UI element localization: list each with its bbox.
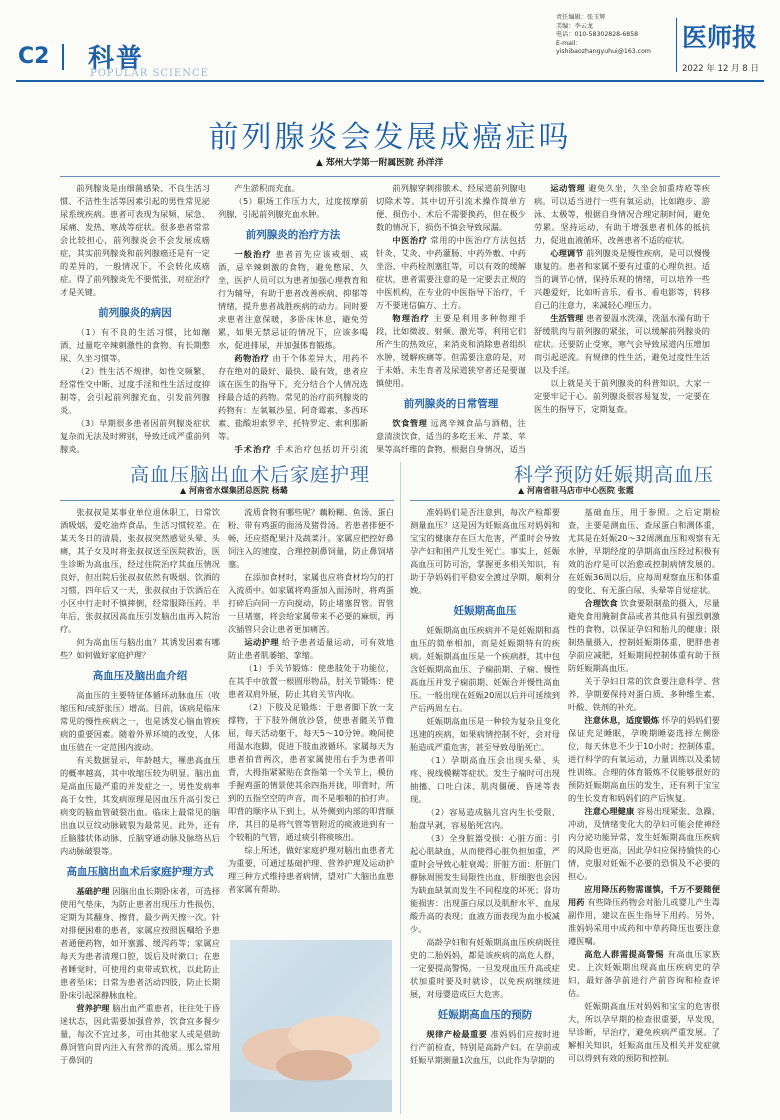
section-title: 科普 bbox=[88, 44, 145, 74]
paragraph bbox=[568, 883, 720, 948]
masthead bbox=[0, 0, 780, 82]
paragraph-lead: 基础护理 bbox=[76, 886, 110, 896]
paragraph-text: 给予患者适量运动，可有效地防止患者肌萎缩、挛缩。 bbox=[228, 637, 394, 660]
paragraph-lead: 规律产检最重要 bbox=[426, 1029, 488, 1039]
paragraph: （2）下肢及足锻炼：于患者脚下放一支撑物，于下肢外侧放沙袋，使患者髋关节微屈，每天活动躯干，每天5～10分钟。晚间使用温水泡脚，促进下肢血液循环。家属每天为患者拍背两次，患者家属使用右手为患者叩背，大拇指紧紧贴在食指第一个关节上，模仿手握鸡蛋的情景使其余四指并拢，叩背时，所到的五指空空的声音，而不是啪啪的拍打声。叩背的顺序从下到上，从外侧到内部的叩背顺序，其目的是将气管等管附近的痰液进到有一个较粗的气管，通过痰引将痰咳出。 bbox=[228, 702, 394, 842]
paragraph: （2）容易造成脑儿宫内生长受限、胎盘早剥，容易胎死宫内。 bbox=[410, 807, 560, 830]
paragraph-text: 因脑出血长期卧床者，可选择使用气垫床，为防止患者出现压力性损伤，定期为其翻身、擦背，最少两天擦一次。针对排便困难的患者，家属应按照医嘱给予患者通便药物，如开塞露、缓泻药等；家属应每天为患者清理口腔，饭后及时漱口；在患者睡觉时，可使用约束带或软枕，以此防止患者坠床；日常为患者活动四肢，防止长期卧床引起深静脉血栓。 bbox=[60, 886, 220, 1000]
paragraph-text: 常用的中医治疗方法包括针灸、艾灸、中药灌肠、中药外敷、中药坐浴、中药栓剂塞肛等，可以有效的缓解症状，患者需要注意的是一定要去正规的中医机构，在专业的中医指导下治疗，千万不要迷信偏方、土方。 bbox=[376, 235, 526, 310]
paragraph-lead: 饮食管理 bbox=[392, 418, 428, 428]
paragraph-text: 患者要温水洗澡，洗温水澡有助于舒缓肌肉与前列腺的紧张，可以缓解前列腺炎的症状。还要防止受寒，寒气会导致尿道内压增加而引起逆流。有规律的性生活，避免过度性生活以及手淫。 bbox=[534, 313, 710, 375]
paragraph: 综上所述，做好家庭护理对脑出血患者尤为重要，可通过基础护理、营养护理及运动护理三种方式维持患者病情，望对广大脑出血患者家属有帮助。 bbox=[228, 845, 394, 894]
article3-column-1 bbox=[410, 506, 560, 1114]
article2-byline: ▲ 河南省水煤集团总医院 杨璐 bbox=[180, 486, 288, 495]
article1-rule bbox=[60, 176, 720, 177]
paragraph: 高血压的主要特征体循环动脉血压（收缩压和/或舒张压）增高。目前，该病是临床常见的慢性疾病之一，也是诱发心脑血管疾病的重要因素。随着外界环境的改变，人体血压值在一定范围内波动。 bbox=[60, 690, 220, 752]
paragraph bbox=[534, 312, 710, 377]
paragraph-lead: 一般治疗 bbox=[234, 249, 272, 259]
paragraph: 流质食物有哪些呢？藕粉糊、鱼汤、蛋白粉、带有鸡蛋的面汤及猪骨汤。若患者排便不畅，还应搭配果汁及蔬菜汁。家属应把控好鼻饲注入的速度，合理控制鼻饲量，防止鼻饲堵塞。 bbox=[228, 507, 394, 569]
paragraph bbox=[410, 1028, 560, 1067]
paragraph-text: 患者首先应该戒烟、戒酒，忌辛辣刺激的食物，避免憋尿、久坐，医护人员可以为患者加强心理教育和行为辅导，有助于患者改善疾病、抑郁等情绪，提升患者战胜疾病的动力。同时要求患者注意保暖，多卧床休息，避免劳累，如果无禁忌证的情况下，应该多喝水，促进排尿，并加强体育锻炼。 bbox=[218, 249, 368, 350]
paragraph-text: 脑出血严重患者，往往处于昏迷状态，因此需要加强营养，饮食宜多餐少量，每次不宜过多，可由其他家人或是借助鼻饲管向胃内注入有营养的流质。那么常用于鼻饲的 bbox=[60, 1003, 220, 1065]
paragraph bbox=[218, 443, 368, 458]
care-photo bbox=[230, 940, 392, 1112]
section-heading: 高血压脑出血术后家庭护理方式 bbox=[66, 866, 214, 878]
article3-column-2 bbox=[568, 506, 720, 1114]
paragraph-text: 手术治疗包括切开引流 bbox=[275, 444, 368, 454]
paragraph-lead: 合理饮食 bbox=[584, 598, 618, 608]
issue-date: 2022 年 12 月 8 日 bbox=[682, 64, 759, 74]
paragraph-text: 前列腺炎是慢性疾病，是可以慢慢康复的。患者和家属不要有过重的心理负担。适当的调节心情，保持乐观的情绪，可以培养一些兴趣爱好，比如听音乐、看书、看电影等，转移自己的注意力，来减轻心理压力。 bbox=[534, 248, 710, 310]
article2-title: 高血压脑出血术后家庭护理 bbox=[130, 464, 371, 486]
paragraph bbox=[376, 312, 526, 390]
paragraph: （3）早期很多患者因前列腺炎症状复杂而无法及时辨别，导致迁成严重前列腺炎。 bbox=[60, 418, 210, 454]
paragraph bbox=[218, 352, 368, 443]
paragraph-lead: 高危人群需提高警惕 bbox=[584, 949, 665, 959]
paragraph: 前列腺炎是由细菌感染、不良生活习惯、不洁性生活等因素引起的男性常见泌尿系统疾病。患者可表现为尿频、尿急、尿痛、发热、寒战等症状。很多患者常常会比较担心，前列腺炎会不会发展成癌症，其实前列腺炎和前列腺癌还是有一定的差异的，一般情况下，不会转化成癌症。得了前列腺炎先不要慌张，对症治疗才是关键。 bbox=[60, 183, 210, 297]
section-heading: 妊娠期高血压的预防 bbox=[437, 1009, 533, 1021]
column-divider bbox=[400, 462, 401, 1114]
logo-divider bbox=[676, 18, 677, 72]
paragraph bbox=[60, 885, 220, 1002]
paragraph-lead: 注意心理健康 bbox=[584, 806, 635, 816]
paragraph-lead: 注意休息，适度锻炼 bbox=[584, 715, 660, 725]
page-number: C2 bbox=[18, 44, 50, 69]
paragraph bbox=[218, 248, 368, 352]
paragraph: 妊娠期高血压是一种较为复杂且变化迅速的疾病，如果病情控制不好，会对母胎造成严重危害，甚至导致母胎死亡。 bbox=[410, 716, 560, 752]
section-heading: 前列腺炎的日常管理 bbox=[403, 398, 499, 410]
paragraph: 妊娠期高血压对妈妈和宝宝的危害很大，所以孕早期的检查很重要，早发现，早诊断，早治疗，避免疾病严重发展。了解相关知识，妊娠高血压及相关并发症就可以得到有效的预防和控制。 bbox=[568, 1001, 720, 1063]
editor-line: 电话：010-58302828-6858 bbox=[556, 31, 639, 39]
paragraph: 张叔叔是某事业单位退休职工，日常饮酒吸烟，爱吃油炸食品，生活习惯较差。在某天冬日的清晨，张叔叔突然感觉头晕、头痛，其子女及时将张叔叔送至医院救治，医生诊断为高血压，经过住院治疗其血压情况良好，但出院后张叔叔依然有吸烟、饮酒的习惯，四年后又一天，张叔叔由于饮酒后在小区中行走时不慎摔倒，经常服降压药。半年后，张叔叔因高血压引发脑出血再入院治疗。 bbox=[60, 507, 220, 634]
paragraph-lead: 手术治疗 bbox=[234, 444, 272, 454]
masthead-rule bbox=[16, 80, 764, 82]
paragraph: 在添加食材时，家属也应将食材均匀的打入流质中。如家属将鸡蛋加入面汤时，将鸡蛋打碎后向同一方向搅动，防止堵塞胃管。胃管一旦堵塞，将会给家属带来不必要的麻烦，再次插管只会让患者更加痛苦。 bbox=[228, 572, 394, 634]
paragraph-text: 准妈妈们应按时进行产前检查，特别是高龄产妇。在孕前或妊娠早期测量1次血压，以此作为孕期的 bbox=[410, 1029, 560, 1065]
paragraph bbox=[228, 636, 394, 662]
paragraph: （3）全身脏器受损：心脏方面：引起心肌缺血，从而使得心脏负担加重，严重时会导致心脏衰竭；肝脏方面：肝脏门静脉周围发生局限性出血，肝细胞也会因为缺血缺氧而发生不同程度的坏死；肾功能损害：出现蛋白尿以及肌酐水平、血尿酸升高的表现；血液方面表现为血小板减少。 bbox=[410, 833, 560, 934]
paragraph: 妊娠期高血压疾病并不是妊娠期和高血压的简单相加，而是妊娠期特有的疾病。妊娠期高血压是一个疾病群，其中包含妊娠期高血压、子痫前期、子痫、慢性高血压并发子痫前期、妊娠合并慢性高血压。一般出现在妊娠20周以后并可延续到产后两周左右。 bbox=[410, 625, 560, 713]
section-heading: 妊娠期高血压 bbox=[453, 605, 517, 617]
paragraph-text: 有些降压药物会对胎儿或婴儿产生毒副作用，建议在医生指导下用药。另外，准妈妈采用中成药和中草药降压也要注意遵医嘱。 bbox=[568, 897, 720, 946]
paragraph-text: 避免久坐，久坐会加重痔疮等疾病。可以适当进行一些有氧运动，比如跑步、游泳、太极等，根据自身情况合理定制时间，避免劳累。坚持运动，有助于增强患者机体的抵抗力，促进血液循环，改善患者不适的症状。 bbox=[534, 183, 710, 245]
article1-column-3 bbox=[376, 182, 526, 458]
paragraph: 有关数据显示，年龄越大，罹患高血压的概率越高，其中收缩压较为明显。脑出血是高血压最严重的并发症之一，男性发病率高于女性，其发病原理是因血压升高引发已病变的脑血管破裂出血。临床上最常见的脑出血以豆纹动脉破裂为最常见。此外，还有丘脑膝状体动脉、丘脑穿通动脉及脉络丛后内动脉破裂等。 bbox=[60, 755, 220, 856]
editor-info bbox=[556, 14, 676, 57]
paragraph-text: 主要是利用多种物理手段，比如微波、射频、激光等，利用它们所产生的热效应，来消炎和消除患者组织水肿，缓解疾痛等。但需要注意的是，对于未婚、未生育者及尿道狭窄者还是要谨慎使用。 bbox=[376, 313, 526, 388]
article1-title: 前列腺炎会发展成癌症吗 bbox=[208, 120, 572, 155]
article2-rule bbox=[60, 500, 394, 501]
article2-column-1 bbox=[60, 506, 220, 1114]
paragraph-lead: 中医治疗 bbox=[392, 235, 428, 245]
paragraph-text: 有高血压家族史、上次妊娠期出现高血压疾病史的孕妇，最好备孕前进行产前咨询和检查评估。 bbox=[568, 949, 720, 998]
paragraph: 何为高血压与脑出血？其诱发因素有哪些？如何做好家庭护理？ bbox=[60, 637, 220, 660]
article1-byline: ▲ 郑州大学第一附属医院 孙洋洋 bbox=[316, 158, 444, 168]
paragraph: （1）有不良的生活习惯，比如酗酒、过量吃辛辣刺激性的食物、有长期憋尿、久坐习惯等。 bbox=[60, 327, 210, 363]
paragraph bbox=[568, 805, 720, 883]
paragraph: 前列腺穿刺排脓术、经尿道前列腺电切除术等。其中切开引流术操作简单方便、损伤小、术后不需要换药，但在极少数的情况下，损伤不慎会导致尿漏。 bbox=[376, 183, 526, 232]
article3-byline: ▲ 河南省驻马店市中心医院 张霞 bbox=[518, 486, 634, 495]
paragraph: 关于孕妇日常的饮食要注意科学、营养，孕期要保持对蛋白质、多种维生素、叶酸、铁剂的补充。 bbox=[568, 676, 720, 712]
paragraph bbox=[534, 182, 710, 247]
paragraph bbox=[60, 456, 210, 458]
section-heading: 前列腺炎的病因 bbox=[98, 307, 172, 319]
editor-line: 责任编辑：张玉辉 bbox=[556, 14, 606, 21]
paragraph-lead: 生活管理 bbox=[550, 313, 584, 323]
paragraph: 高龄孕妇和有妊娠期高血压疾病既往史的二胎妈妈，都是该疾病的高危人群，一定要提高警惕。一旦发现血压升高或症状加重时要及时就诊，以免疾病继续进展，对母婴造成巨大危害。 bbox=[410, 937, 560, 999]
article2-column-2 bbox=[228, 506, 394, 936]
hands-illustration bbox=[230, 940, 392, 1112]
paragraph-lead: 心理调节 bbox=[550, 248, 584, 258]
paragraph-text: 远离辛辣食品与酒精，注意清淡饮食，适当的多吃玉米、芹菜、苹果等高纤维的食物，根据自身情况，适当 bbox=[376, 418, 526, 454]
masthead-divider bbox=[62, 44, 64, 70]
paragraph-lead: 应用降压药物需谨慎，千万不要随便用药 bbox=[568, 884, 720, 907]
paragraph: 准妈妈们是否注意到，每次产检都要测量血压？这是因为妊娠高血压对妈妈和宝宝的健康存在巨大危害，严重时会导致孕产妇和围产儿发生死亡。事实上，妊娠高血压可防可治，掌握更多相关知识，有助于孕妈妈们平稳安全渡过孕期，顺利分娩。 bbox=[410, 507, 560, 595]
paragraph: 以上就是关于前列腺炎的科普知识，大家一定要牢记于心。前列腺炎很容易复发，一定要在医生的指导下，定期复查。 bbox=[534, 378, 710, 414]
paragraph-lead: 药物治疗 bbox=[234, 353, 270, 363]
section-heading: 前列腺炎的治疗方法 bbox=[245, 229, 341, 241]
editor-line: 美编：李云龙 bbox=[556, 22, 594, 30]
article1-column-4 bbox=[534, 182, 710, 458]
article3-title: 科学预防妊娠期高血压 bbox=[514, 464, 715, 486]
paragraph: 基础血压，用于参照。之后定期检查，主要是测血压、查尿蛋白和测体重，尤其是在妊娠20～32周测血压和观察有无水肿，早期经度的孕期高血压经过积极有效的治疗是可以治愈或控制病情发展的。在妊娠36周以后，应每周观察血压和体重的变化、有无蛋白尿、头晕等自觉症状。 bbox=[568, 507, 720, 595]
paragraph-text: 怀孕的妈妈们要保证充足睡眠，孕晚期睡姿选择左侧卧位，每天休息不少于10小时；控制体重，进行科学的有氧运动，力量训练以及柔韧性训练。合理的体育锻炼不仅能够很好的预防妊娠期高血压的发生，还有利于宝宝的生长发育和妈妈们的产后恢复。 bbox=[568, 715, 720, 803]
section-heading: 高血压及脑出血介绍 bbox=[92, 670, 188, 682]
paragraph bbox=[534, 247, 710, 312]
paper-logo: 医师报 bbox=[682, 23, 758, 52]
paragraph bbox=[376, 417, 526, 458]
paragraph-lead: 物理治疗 bbox=[392, 313, 430, 323]
editor-line: E-mail：yishibaozhangyuhui@163.com bbox=[556, 39, 651, 56]
article1-column-1 bbox=[60, 182, 210, 458]
article3-rule bbox=[410, 500, 720, 501]
paragraph-lead: 营养护理 bbox=[76, 1003, 110, 1013]
paragraph-lead: 运动管理 bbox=[550, 183, 586, 193]
paragraph bbox=[568, 948, 720, 1000]
paragraph bbox=[568, 714, 720, 805]
article1-column-2 bbox=[218, 182, 368, 458]
paragraph-text: 容易出现紧张、急躁、冲动，及情绪变化大的孕妇可能会使神经内分泌功能异常，发生妊娠期高血压疾病的风险也更高，因此孕妇应保持愉快的心情，克服对妊娠不必要的恐惧及不必要的担心。 bbox=[568, 806, 720, 881]
section-subtitle: POPULAR SCIENCE bbox=[90, 68, 209, 79]
paragraph: （2）性生活不规律，如性交频繁、经常性交中断、过度手淫和性生活过度抑制等，会引起前列腺充血，引发前列腺炎。 bbox=[60, 366, 210, 415]
paragraph bbox=[568, 597, 720, 675]
paragraph: （5）职场工作压力大，过度按摩前列腺，引起前列腺充血水肿。 bbox=[218, 196, 368, 219]
paragraph: （1）孕期高血压会出现头晕、头疼、视线模糊等症状。发生子痫时可出现抽搐、口吐白沫、肌肉僵硬、昏迷等表现。 bbox=[410, 755, 560, 804]
paragraph-text: 饮食要限制盐的摄入，尽量避免食用腌制食品或者其他具有强烈刺激性的食物，以保证孕妇和胎儿的健康；限制热量摄入，控制妊娠期体重，肥胖患者孕前应减肥，妊娠期间控制体重有助于预防妊娠期高血压。 bbox=[568, 598, 720, 673]
paragraph-text: 由于个体差异大，用药不存在绝对的最好、最快、最有效，患者应该在医生的指导下，充分结合个人情况选择最合适的药物。常见的治疗前列腺炎的药物有：左氧氟沙星、阿奇霉素、多西环素、盐酸坦索罗辛、托特罗定、索利那新等。 bbox=[218, 353, 368, 441]
paragraph bbox=[376, 234, 526, 312]
paragraph: （1）手关节锻炼：使患肢处于功能位，在其手中放置一根圆形物品，肘关节锻炼：使患者双肩外展，防止其肩关节内收。 bbox=[228, 663, 394, 699]
paragraph-lead: 运动护理 bbox=[244, 637, 279, 647]
paragraph: 产生淤积而充血。 bbox=[234, 183, 300, 193]
paragraph bbox=[60, 1002, 220, 1067]
